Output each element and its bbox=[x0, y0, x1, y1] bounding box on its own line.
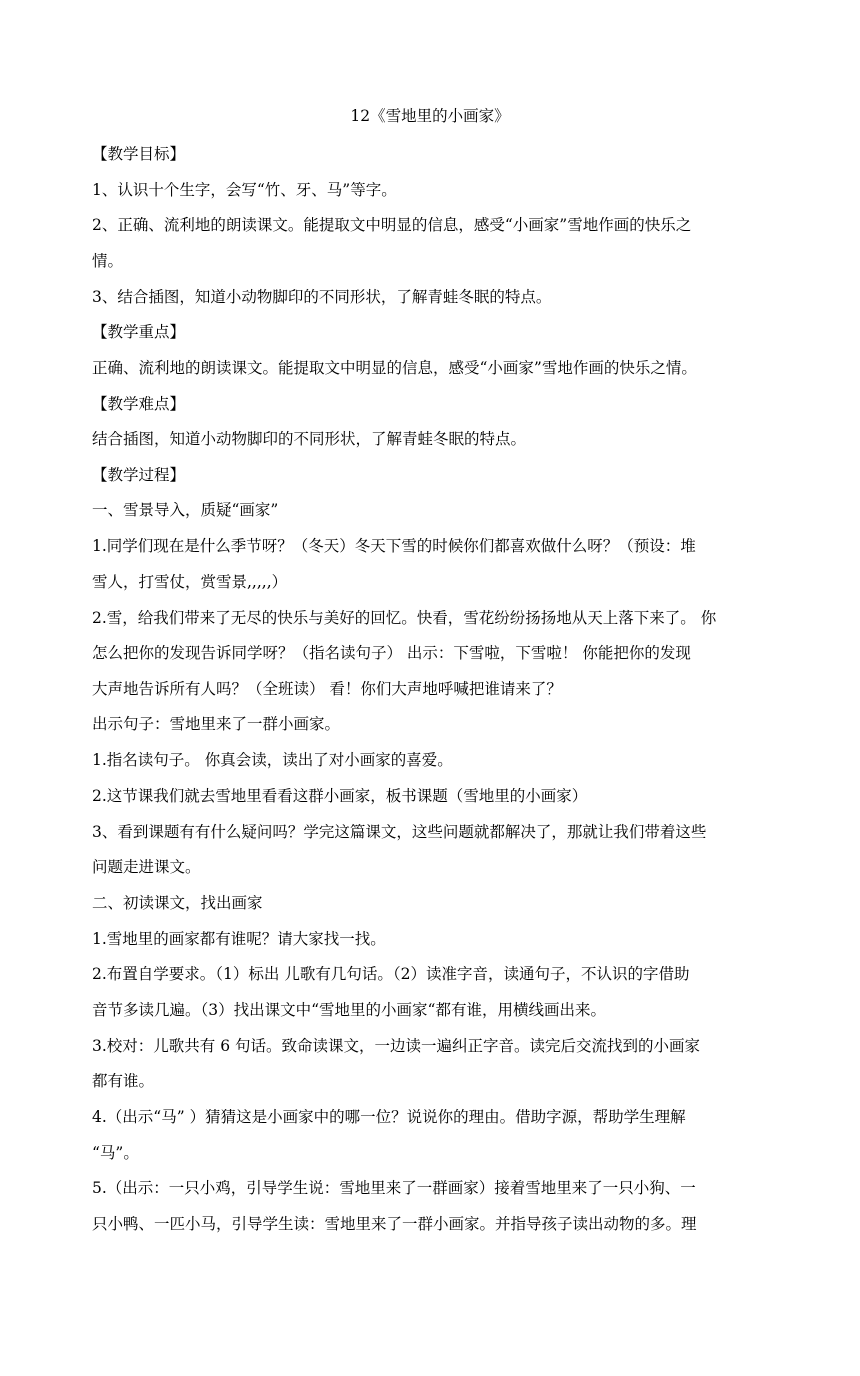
paragraph-line: “马”。 bbox=[92, 1144, 139, 1162]
paragraph-line: 出示句子：雪地里来了一群小画家。 bbox=[92, 715, 341, 733]
paragraph-line: 1.指名读句子。 你真会读，读出了对小画家的喜爱。 bbox=[92, 751, 453, 769]
paragraph-line: 3、看到课题有有什么疑问吗？学完这篇课文，这些问题就都解决了，那就让我们带着这些 bbox=[92, 823, 707, 841]
paragraph-line: 正确、流利地的朗读课文。能提取文中明显的信息，感受“小画家”雪地作画的快乐之情。 bbox=[92, 359, 697, 377]
document-title: 12《雪地里的小画家》 bbox=[350, 107, 510, 125]
paragraph-line: 1、认识十个生字，会写“竹、牙、马”等字。 bbox=[92, 181, 397, 199]
paragraph-line: 3、结合插图，知道小动物脚印的不同形状，了解青蛙冬眠的特点。 bbox=[92, 288, 552, 306]
section-heading: 二、初读课文，找出画家 bbox=[92, 894, 263, 912]
paragraph-line: 雪人，打雪仗，赏雪景,,,,,） bbox=[92, 573, 288, 591]
heading-process: 【教学过程】 bbox=[92, 466, 186, 484]
paragraph-line: 1.雪地里的画家都有谁呢？请大家找一找。 bbox=[92, 930, 386, 948]
paragraph-line: 只小鸭、一匹小马，引导学生读：雪地里来了一群小画家。并指导孩子读出动物的多。理 bbox=[92, 1215, 697, 1233]
paragraph-line: 3.校对：儿歌共有 6 句话。致命读课文，一边读一遍纠正字音。读完后交流找到的小画家 bbox=[92, 1037, 701, 1055]
paragraph-line: 结合插图，知道小动物脚印的不同形状，了解青蛙冬眠的特点。 bbox=[92, 430, 527, 448]
paragraph-line: 1.同学们现在是什么季节呀？（冬天）冬天下雪的时候你们都喜欢做什么呀？（预设：堆 bbox=[92, 537, 696, 555]
paragraph-line: 怎么把你的发现告诉同学呀？（指名读句子） 出示：下雪啦，下雪啦！ 你能把你的发现 bbox=[92, 644, 691, 662]
paragraph-line: 5.（出示：一只小鸡，引导学生说：雪地里来了一群画家）接着雪地里来了一只小狗、一 bbox=[92, 1179, 696, 1197]
paragraph-line: 大声地告诉所有人吗？（全班读） 看！你们大声地呼喊把谁请来了？ bbox=[92, 680, 562, 698]
paragraph-line: 2、正确、流利地的朗读课文。能提取文中明显的信息，感受“小画家”雪地作画的快乐之 bbox=[92, 216, 692, 234]
paragraph-line: 情。 bbox=[92, 252, 124, 270]
paragraph-line: 2.雪，给我们带来了无尽的快乐与美好的回忆。快看，雪花纷纷扬扬地从天上落下来了。 你 bbox=[92, 609, 717, 627]
heading-key-points: 【教学重点】 bbox=[92, 323, 186, 341]
paragraph-line: 问题走进课文。 bbox=[92, 858, 201, 876]
paragraph-line: 都有谁。 bbox=[92, 1072, 155, 1090]
section-heading: 一、雪景导入，质疑“画家” bbox=[92, 501, 279, 519]
paragraph-line: 2.布置自学要求。（1）标出 儿歌有几句话。（2）读准字音，读通句子，不认识的字借助 bbox=[92, 965, 690, 983]
heading-difficulties: 【教学难点】 bbox=[92, 395, 186, 413]
paragraph-line: 4.（出示“马” ）猜猜这是小画家中的哪一位？说说你的理由。借助字源，帮助学生理解 bbox=[92, 1108, 686, 1126]
heading-teaching-goals: 【教学目标】 bbox=[92, 145, 186, 163]
paragraph-line: 2.这节课我们就去雪地里看看这群小画家，板书课题（雪地里的小画家） bbox=[92, 787, 588, 805]
paragraph-line: 音节多读几遍。（3）找出课文中“雪地里的小画家“都有谁，用横线画出来。 bbox=[92, 1001, 606, 1019]
